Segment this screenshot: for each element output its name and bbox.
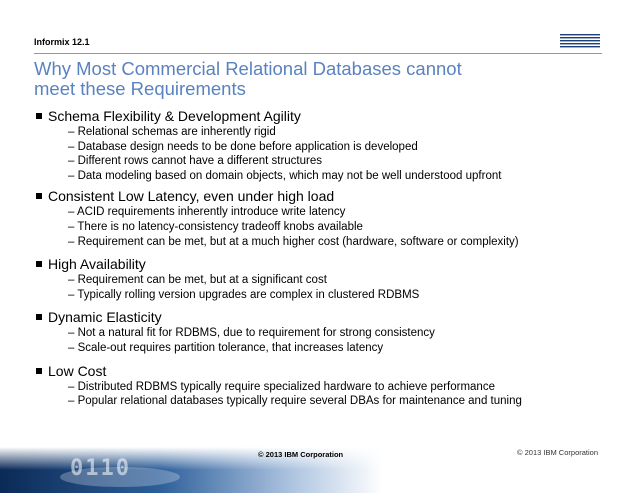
footer-binary-decoration: 0110 — [70, 456, 131, 481]
slide-content — [34, 108, 604, 409]
sub-bullet: – Requirement can be met, but at a significant cost — [68, 274, 327, 287]
ibm-logo-icon — [560, 33, 600, 50]
sub-bullet: – Scale-out requires partition tolerance, that increases latency — [68, 341, 384, 354]
bullet-group-low-cost — [34, 363, 604, 409]
sub-bullet: – Data modeling based on domain objects, which may not be well understood upfront — [68, 169, 502, 182]
bullet-high-availability — [34, 256, 604, 273]
sub-bullet: – Relational schemas are inherently rigid — [68, 126, 276, 138]
header-product-label: Informix 12.1 — [34, 37, 90, 47]
square-bullet-icon — [36, 368, 42, 374]
sub-bullet: – Not a natural fit for RDBMS, due to requirement for strong consistency — [68, 327, 435, 340]
bullet-label: Dynamic Elasticity — [48, 309, 162, 326]
sub-bullet: – Distributed RDBMS typically require specialized hardware to achieve performance — [68, 380, 495, 393]
bullet-label: Low Cost — [48, 362, 107, 379]
sub-bullet: – There is no latency-consistency tradeoff knobs available — [68, 220, 363, 233]
bullet-low-cost — [34, 363, 604, 380]
header-divider — [34, 53, 602, 54]
bullet-group-high-availability — [34, 256, 604, 302]
sub-bullet: – Database design needs to be done before application is developed — [68, 140, 418, 153]
square-bullet-icon — [36, 314, 42, 320]
sub-bullet: – Different rows cannot have a different structures — [68, 155, 322, 168]
bullet-dynamic-elasticity — [34, 309, 604, 326]
square-bullet-icon — [36, 193, 42, 199]
bullet-label: Consistent Low Latency, even under high load — [48, 188, 335, 205]
bullet-group-schema-flexibility — [34, 108, 604, 183]
bullet-low-latency — [34, 188, 604, 205]
slide-title-line-1: Why Most Commercial Relational Databases cannot — [34, 58, 462, 79]
slide-title-line-2: meet these Requirements — [34, 78, 246, 99]
square-bullet-icon — [36, 113, 42, 119]
sub-bullet: – Requirement can be met, but at a much higher cost (hardware, software or complexity) — [68, 235, 519, 248]
sub-bullet: – Typically rolling version upgrades are complex in clustered RDBMS — [68, 288, 420, 301]
sub-bullet: – Popular relational databases typically require several DBAs for maintenance and tuning — [68, 395, 522, 408]
bullet-label: High Availability — [48, 256, 146, 273]
footer-copyright-right: © 2013 IBM Corporation — [517, 448, 598, 457]
bullet-label: Schema Flexibility & Development Agility — [48, 108, 301, 124]
bullet-schema-flexibility — [34, 108, 604, 125]
square-bullet-icon — [36, 261, 42, 267]
sub-bullet: – ACID requirements inherently introduce write latency — [68, 206, 346, 219]
bullet-group-dynamic-elasticity — [34, 309, 604, 355]
footer-copyright-center: © 2013 IBM Corporation — [258, 450, 344, 459]
bullet-group-low-latency — [34, 188, 604, 249]
slide-title — [34, 59, 594, 99]
